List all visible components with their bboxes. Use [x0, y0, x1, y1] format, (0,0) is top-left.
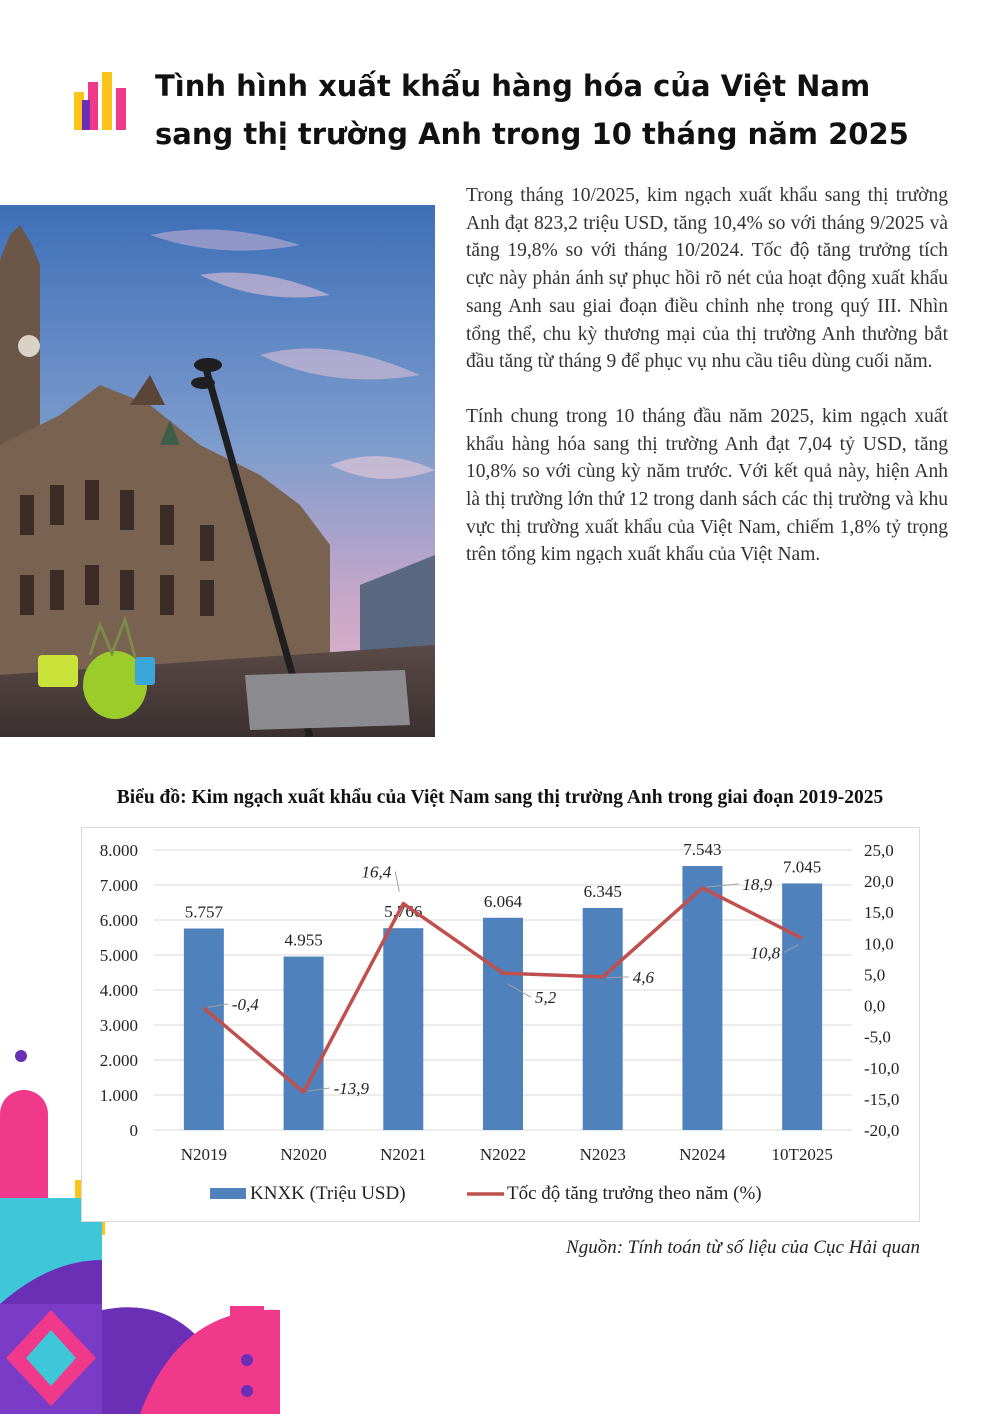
y-right-tick-label: 20,0: [864, 872, 894, 892]
y-right-tick-label: -10,0: [864, 1058, 900, 1078]
bar: [383, 928, 423, 1130]
x-tick-label: N2022: [479, 1145, 527, 1164]
line-data-label: 5,2: [535, 988, 557, 1008]
y-left-tick-label: 4.000: [99, 981, 138, 1000]
line-data-label: 18,9: [742, 874, 773, 894]
y-right-tick-label: 25,0: [864, 841, 894, 860]
y-left-tick-label: 1.000: [99, 1086, 138, 1105]
y-left-tick-label: 0: [129, 1121, 138, 1140]
y-left-tick-label: 2.000: [99, 1051, 138, 1070]
bar: [284, 957, 324, 1130]
y-left-tick-label: 6.000: [99, 911, 138, 930]
bar: [184, 929, 224, 1130]
y-right-tick-label: -20,0: [864, 1121, 900, 1140]
chart-title: Biểu đồ: Kim ngạch xuất khẩu của Việt Nam sang thị trường Anh trong giai đoạn 2019-2025: [116, 787, 884, 808]
y-right-tick-label: 15,0: [864, 903, 894, 923]
y-left-tick-label: 7.000: [99, 876, 138, 895]
legend-line-label: Tốc độ tăng trưởng theo năm (%): [507, 1183, 762, 1204]
line-data-label: -13,9: [333, 1079, 369, 1099]
bar: [782, 883, 822, 1130]
bar-data-label: 7.543: [683, 839, 722, 859]
source-note: Nguồn: Tính toán từ số liệu của Cục Hải quan: [566, 1237, 920, 1258]
data-label-leader: [395, 872, 399, 892]
bar-chart-logo-icon: [72, 70, 132, 132]
title-line-2: sang thị trường Anh trong 10 tháng năm 2025: [155, 117, 909, 151]
x-tick-label: N2024: [679, 1145, 726, 1164]
city-hall-photo: [0, 205, 435, 737]
article-text: [466, 182, 948, 596]
paragraph-2: Tính chung trong 10 tháng đầu năm 2025, kim ngạch xuất khẩu hàng hóa sang thị trường Anh đạt 7,04 tỷ USD, tăng 10,8% so với cùng kỳ năm trước. Với kết quả này, hiện Anh là thị trường lớn thứ 12 trong danh sách các thị trường và khu vực thị trường xuất khẩu của Việt Nam, chiếm 1,8% tỷ trọng trên tổng kim ngạch xuất khẩu của Việt Nam.: [466, 405, 948, 566]
x-tick-label: 10T2025: [771, 1145, 833, 1164]
y-right-tick-label: 0,0: [864, 996, 886, 1016]
paragraph-1: Trong tháng 10/2025, kim ngạch xuất khẩu sang thị trường Anh đạt 823,2 triệu USD, tăng 10,4% so với tháng 9/2025 và tăng 19,8% so với tháng 10/2024. Tốc độ tăng trưởng tích cực này phản ánh sự phục hồi rõ nét của hoạt động xuất khẩu sang Anh sau giai đoạn điều chỉnh nhẹ trong quý III. Nhìn tổng thể, chu kỳ thương mại của thị trường Anh thường bắt đầu tăng từ tháng 9 để phục vụ nhu cầu tiêu dùng cuối năm.: [466, 185, 948, 373]
legend-bar-label: KNXK (Triệu USD): [250, 1183, 406, 1204]
y-right-tick-label: -15,0: [864, 1089, 900, 1109]
line-data-label: 4,6: [632, 967, 654, 987]
bar: [682, 866, 722, 1130]
x-tick-label: N2020: [280, 1145, 327, 1164]
bar: [483, 918, 523, 1130]
line-data-label: 10,8: [750, 943, 781, 963]
bar: [583, 908, 623, 1130]
x-tick-label: N2023: [579, 1145, 626, 1164]
line-data-label: 16,4: [361, 862, 392, 882]
bar-data-label: 7.045: [783, 857, 822, 877]
y-right-tick-label: 10,0: [864, 934, 894, 954]
bar-data-label: 6.345: [583, 881, 622, 901]
legend-bar-swatch: [210, 1188, 246, 1199]
page-title: [155, 62, 955, 158]
y-left-tick-label: 8.000: [99, 841, 138, 860]
bar-data-label: 5.766: [384, 902, 423, 922]
x-tick-label: N2021: [380, 1145, 427, 1164]
line-data-label: -0,4: [231, 995, 259, 1015]
title-line-1: Tình hình xuất khẩu hàng hóa của Việt Nam: [155, 69, 871, 103]
x-tick-label: N2019: [180, 1145, 227, 1164]
bar-data-label: 6.064: [483, 891, 523, 911]
bar-data-label: 5.757: [184, 902, 223, 922]
y-right-tick-label: -5,0: [864, 1027, 891, 1047]
y-left-tick-label: 3.000: [99, 1016, 138, 1035]
chart-container: [81, 827, 920, 1222]
y-left-tick-label: 5.000: [99, 946, 138, 965]
y-right-tick-label: 5,0: [864, 965, 886, 985]
bar-data-label: 4.955: [284, 930, 323, 950]
export-chart: [82, 828, 919, 1221]
